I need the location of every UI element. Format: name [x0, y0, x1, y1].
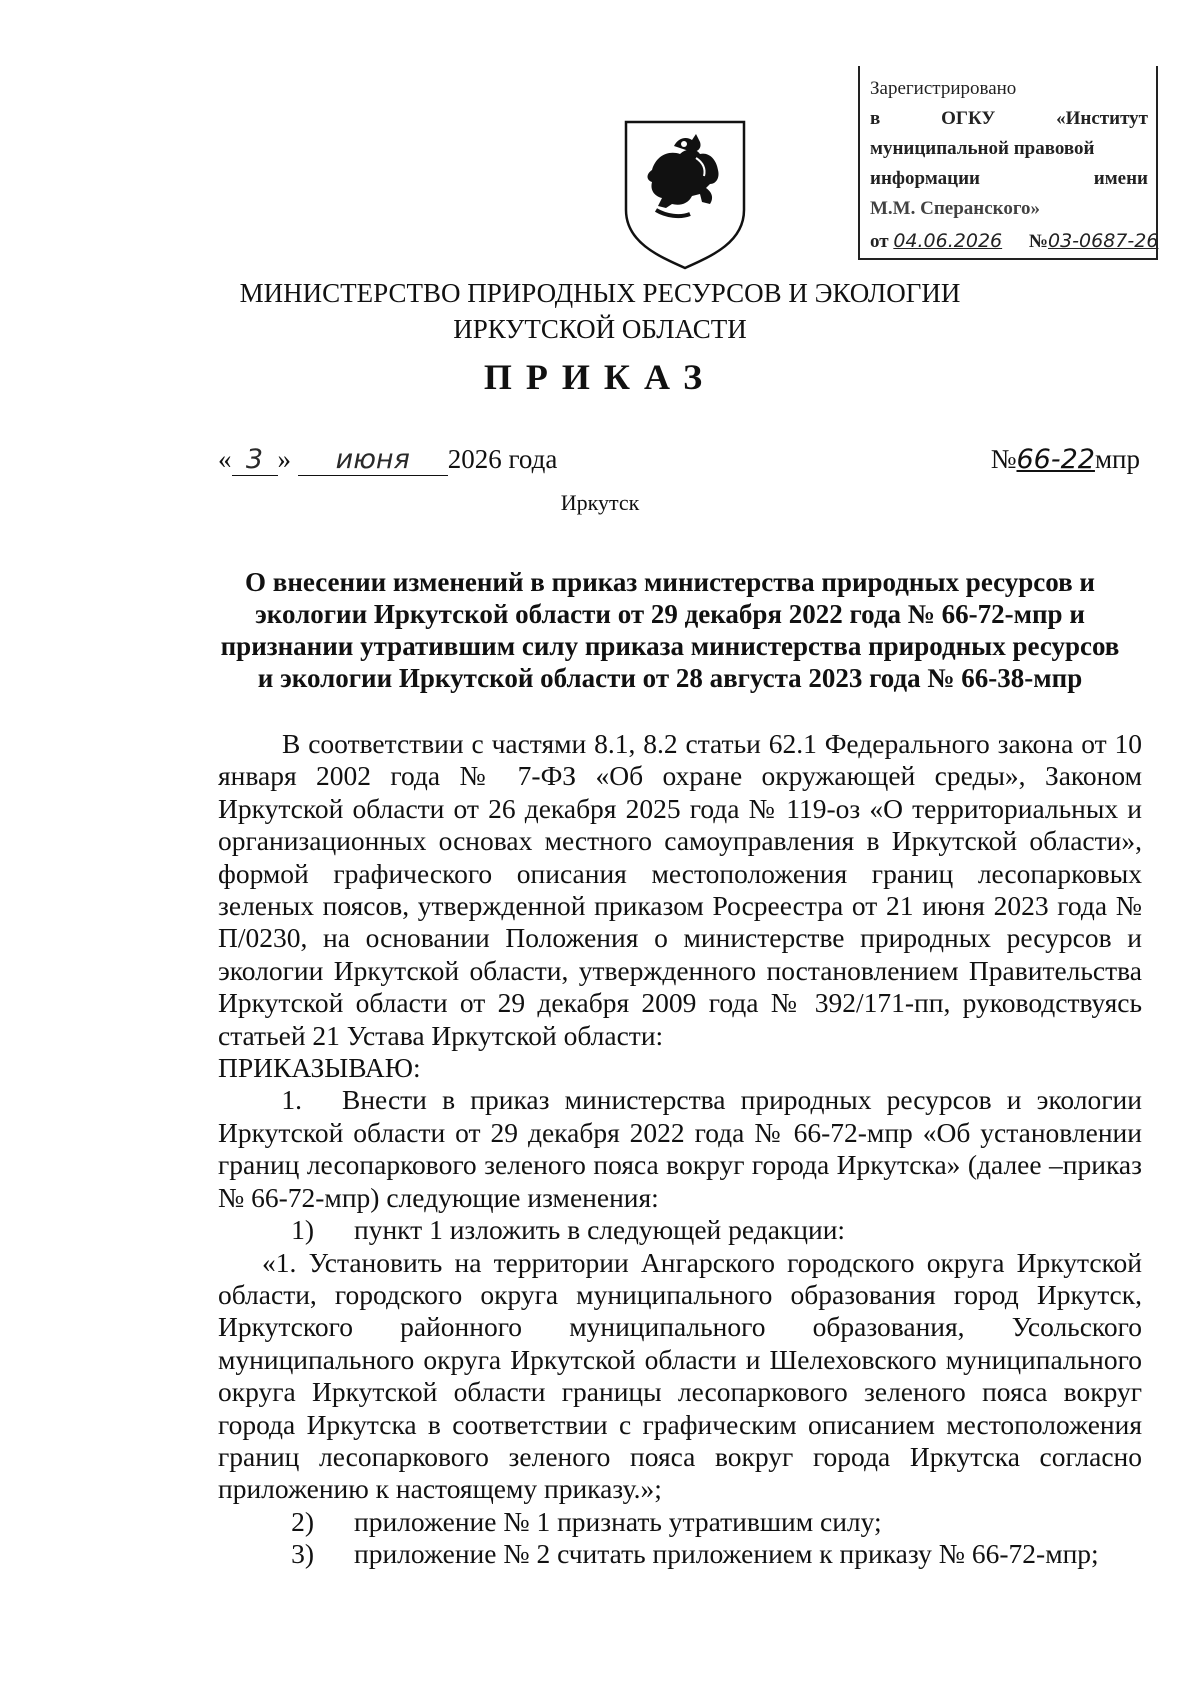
subclause-3-number: 3) — [291, 1538, 314, 1570]
subclause-1-text: пункт 1 изложить в следующей редакции: — [354, 1214, 846, 1246]
clause-1-number: 1. — [281, 1084, 302, 1116]
stamp-line-3: муниципальной правовой — [870, 138, 1095, 159]
order-word: ПРИКАЗЫВАЮ: — [218, 1052, 421, 1084]
stamp-word-imeni: имени — [1093, 168, 1148, 189]
ministry-name-line-2: ИРКУТСКОЙ ОБЛАСТИ — [453, 314, 747, 344]
subclause-3-text: приложение № 2 считать приложением к приказу № 66-72-мпр; — [354, 1538, 1099, 1570]
order-body — [218, 728, 1142, 1571]
subclause-3 — [218, 1538, 1142, 1570]
stamp-line-2 — [870, 104, 1148, 134]
order-number — [991, 444, 1140, 475]
stamp-line-6 — [870, 226, 1159, 257]
coat-of-arms-icon — [622, 118, 748, 270]
order-title: О внесении изменений в приказ министерства природных ресурсов и экологии Иркутской области от 29 декабря 2022 года № 66-72-мпр и признании утратившим силу приказа министерства природных ресурсов и экологии Иркутской области от 28 августа 2023 года № 66-38-мпр — [220, 567, 1120, 693]
date-year: 2026 года — [447, 444, 558, 474]
document-type-title: ПРИКАЗ — [483, 357, 717, 397]
city-name: Иркутск — [560, 490, 640, 515]
stamp-line-1: Зарегистрировано — [870, 78, 1017, 99]
order-number-suffix: мпр — [1094, 444, 1140, 474]
stamp-word-information: информации — [870, 168, 980, 189]
stamp-line-4 — [870, 164, 1148, 194]
subclause-1-number: 1) — [291, 1214, 314, 1246]
stamp-word-v: в — [870, 108, 881, 129]
stamp-num-prefix: № — [1028, 231, 1048, 252]
date-close-quote: » — [277, 444, 291, 474]
subclause-2-number: 2) — [291, 1505, 314, 1537]
order-number-prefix: № — [990, 444, 1017, 474]
date-month: июня — [298, 444, 448, 476]
ministry-name-line-1: МИНИСТЕРСТВО ПРИРОДНЫХ РЕСУРСОВ И ЭКОЛОГИИ — [239, 278, 961, 308]
date-day: 3 — [232, 444, 278, 476]
order-number-value: 66-22 — [1016, 444, 1095, 475]
stamp-word-ogku: ОГКУ — [941, 108, 996, 129]
stamp-word-institute: «Институт — [1056, 108, 1148, 129]
date-open-quote: « — [218, 444, 232, 474]
stamp-number: 03-0687-26 — [1047, 230, 1159, 252]
subclause-2 — [218, 1506, 1142, 1538]
preamble-paragraph: В соответствии с частями 8.1, 8.2 статьи 62.1 Федерального закона от 10 января 2002 года № 7-ФЗ «Об охране окружающей среды», Законом Иркутской области от 26 декабря 2025 года № 119-оз «О территориальных и организационных основах местного самоуправления в Иркутской области», формой графического описания местоположения границ лесопарковых зеленых поясов, утвержденной приказом Росреестра от 21 июня 2023 года № П/0230, на основании Положения о министерстве природных ресурсов и экологии Иркутской области, утвержденного постановлением Правительства Иркутской области от 29 декабря 2009 года № 392/171-пп, руководствуясь статьей 21 Устава Иркутской области: — [218, 728, 1142, 1051]
quoted-new-wording: «1. Установить на территории Ангарского городского округа Иркутской области, городского округа муниципального образования город Иркутск, Иркутского районного муниципального образования, Усольского муниципального округа Иркутской области и Шелеховского муниципального округа Иркутской области границы лесопаркового зеленого пояса вокруг города Иркутска в соответствии с графическим описанием местоположения границ лесопаркового зеленого пояса вокруг города Иркутска согласно приложению к настоящему приказу.»; — [218, 1246, 1142, 1505]
stamp-date-prefix: от — [870, 231, 889, 252]
stamp-line-5: М.М. Сперанского» — [870, 198, 1041, 219]
clause-1-text: Внести в приказ министерства природных ресурсов и экологии Иркутской области от 29 декабря 2022 года № 66-72-мпр «Об установлении границ лесопаркового зеленого пояса вокруг города Иркутска» (далее –приказ № 66-72-мпр) следующие изменения: — [218, 1084, 1142, 1213]
subclause-2-text: приложение № 1 признать утратившим силу; — [354, 1505, 882, 1537]
subclause-1 — [218, 1214, 1142, 1246]
registration-stamp — [858, 66, 1158, 260]
order-date — [218, 444, 557, 476]
stamp-date: 04.06.2026 — [893, 230, 1003, 252]
